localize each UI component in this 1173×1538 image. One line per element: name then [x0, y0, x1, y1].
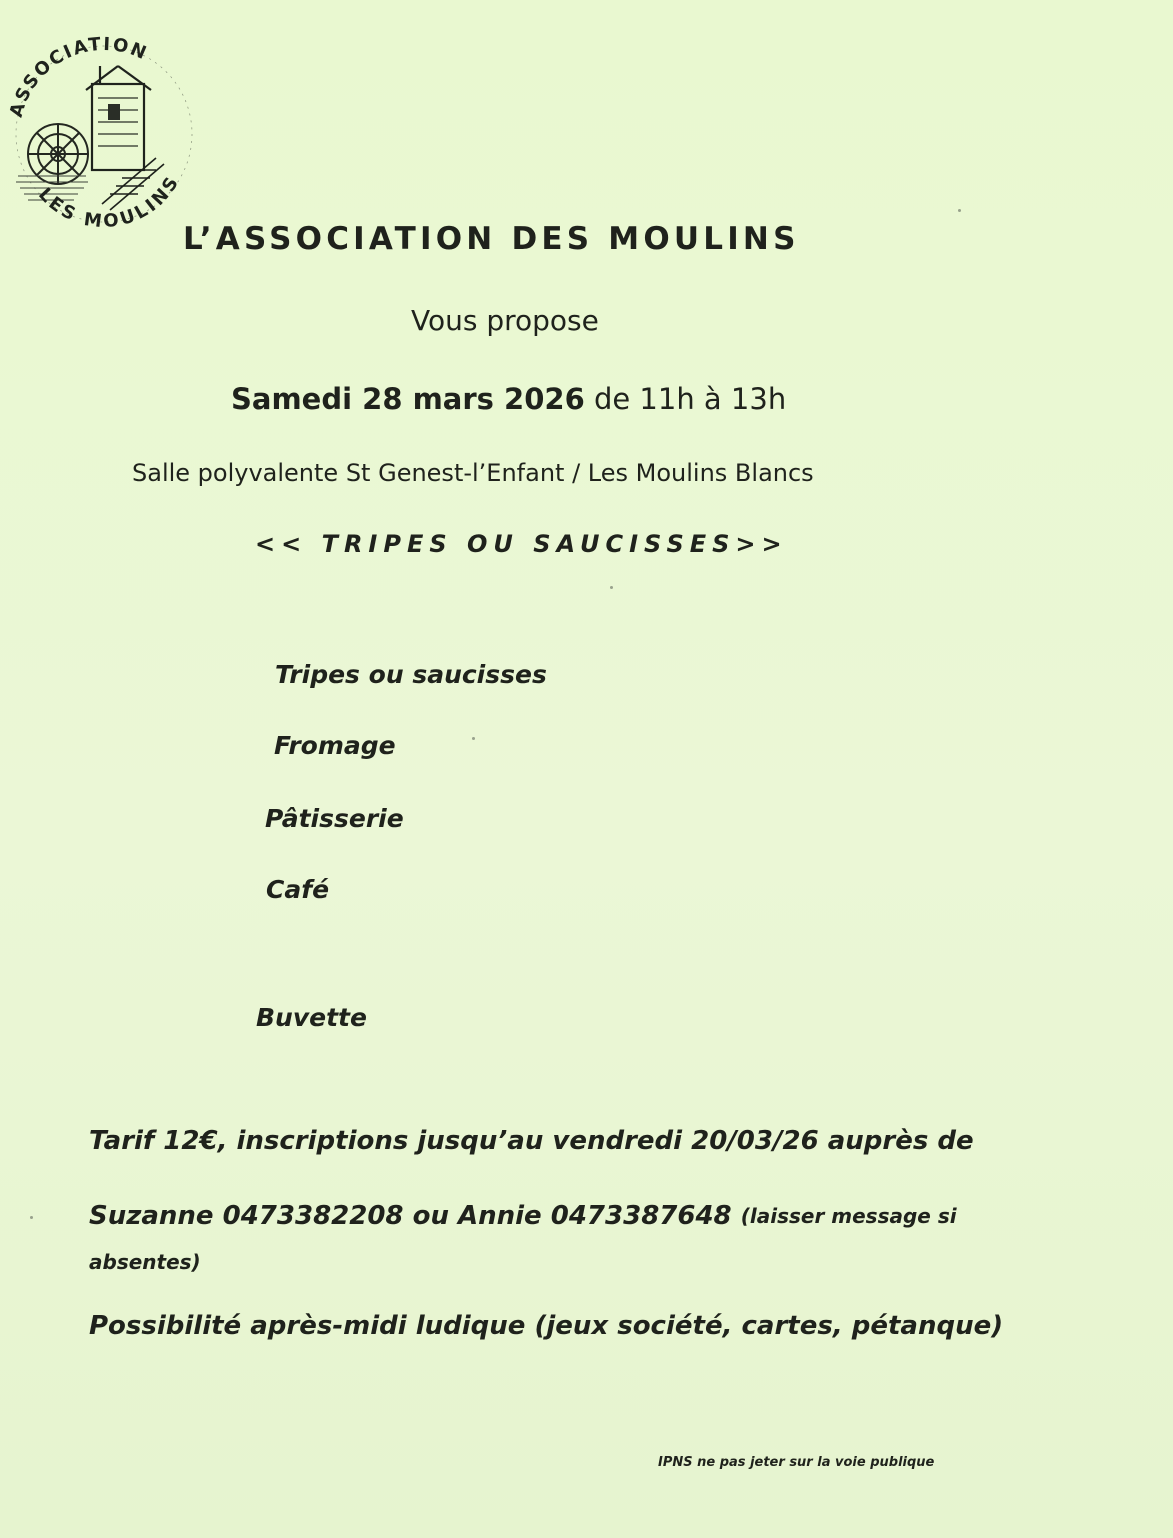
scan-speck: [472, 737, 475, 740]
event-date: Samedi 28 mars 2026: [231, 382, 585, 416]
svg-text:ASSOCIATION: ASSOCIATION: [6, 33, 151, 120]
footer-note: IPNS ne pas jeter sur la voie publique: [658, 1455, 935, 1470]
page-title: L’ASSOCIATION DES MOULINS: [183, 221, 800, 257]
menu-item: Buvette: [256, 1003, 367, 1032]
contact-note-second: absentes): [89, 1250, 201, 1274]
contact-note-first: (laisser message si: [740, 1204, 957, 1228]
pricing-info: Tarif 12€, inscriptions jusqu’au vendredi 20/03/26 auprès de: [89, 1126, 974, 1156]
menu-item: Tripes ou saucisses: [275, 660, 547, 689]
menu-item: Pâtisserie: [265, 804, 404, 833]
afternoon-activities: Possibilité après-midi ludique (jeux société, cartes, pétanque): [89, 1311, 1004, 1341]
scan-speck: [610, 586, 613, 589]
event-venue: Salle polyvalente St Genest-l’Enfant / Les Moulins Blancs: [132, 459, 814, 487]
svg-text:LES MOULINS: LES MOULINS: [34, 171, 185, 233]
contact-info: [89, 1201, 957, 1231]
event-time: de 11h à 13h: [593, 382, 787, 416]
subtitle: Vous propose: [411, 304, 599, 337]
menu-item: Café: [266, 875, 330, 904]
association-logo: [6, 18, 202, 254]
contact-phones: Suzanne 0473382208 ou Annie 0473387648: [89, 1201, 732, 1231]
mill-wheel-icon: [6, 18, 202, 254]
scan-speck: [30, 1216, 33, 1219]
event-theme: << TRIPES OU SAUCISSES>>: [255, 530, 788, 558]
menu-item: Fromage: [274, 731, 396, 760]
scan-speck: [958, 209, 961, 212]
event-date-line: [231, 382, 786, 416]
